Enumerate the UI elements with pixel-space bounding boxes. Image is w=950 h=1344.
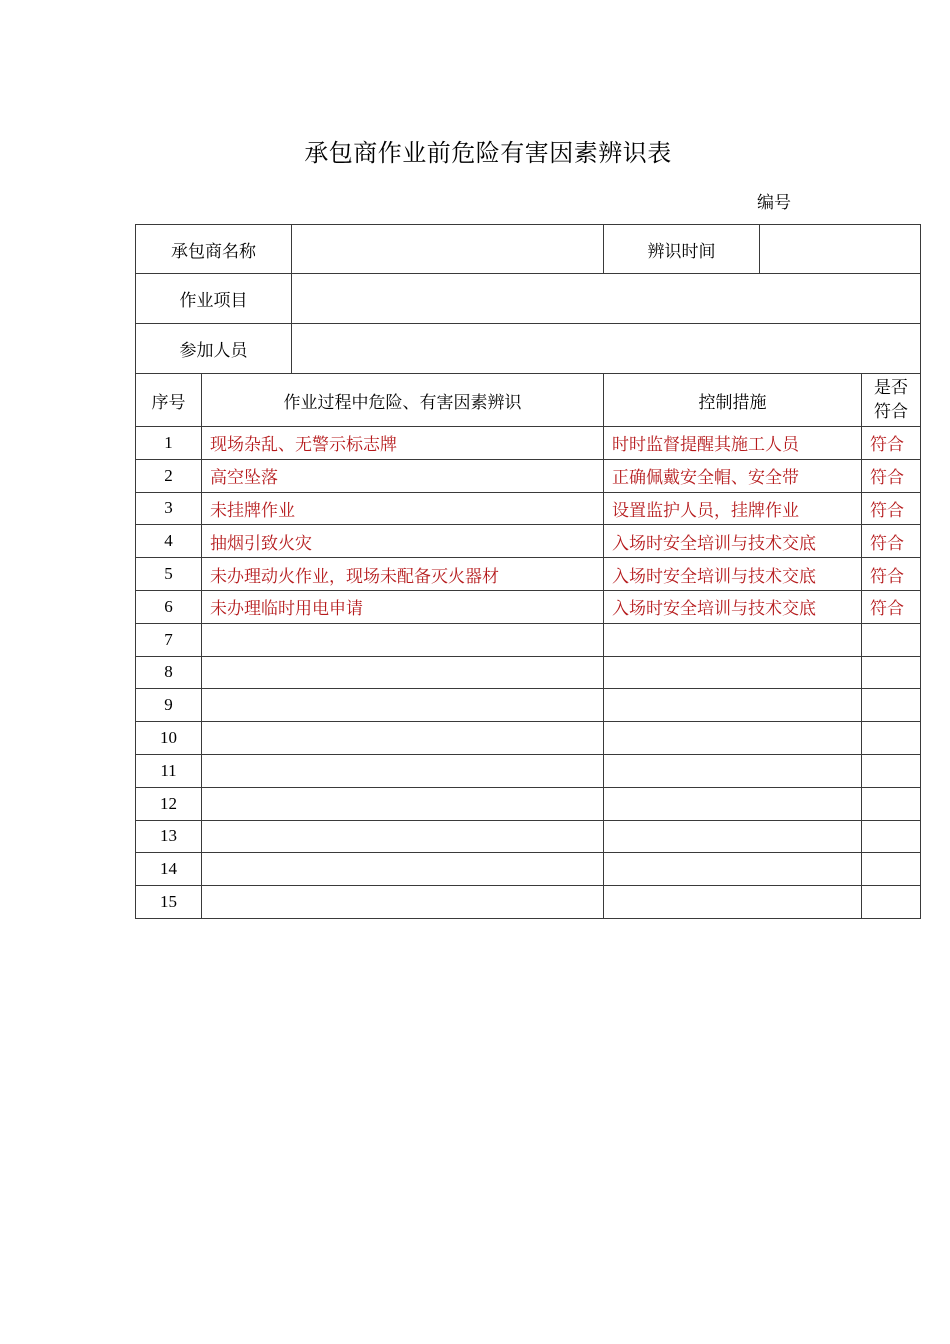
row-seq: 10 bbox=[136, 722, 202, 755]
row-seq: 15 bbox=[136, 886, 202, 919]
row-comply[interactable] bbox=[862, 820, 921, 853]
row-comply[interactable]: 符合 bbox=[862, 558, 921, 591]
identify-time-field[interactable] bbox=[760, 225, 921, 274]
row-comply[interactable] bbox=[862, 689, 921, 722]
table-row bbox=[136, 754, 921, 787]
row-measure[interactable] bbox=[604, 656, 862, 689]
measure-header: 控制措施 bbox=[604, 374, 862, 427]
table-header-row bbox=[136, 374, 921, 427]
contractor-row bbox=[136, 225, 921, 274]
seq-header: 序号 bbox=[136, 374, 202, 427]
row-hazard[interactable] bbox=[202, 722, 604, 755]
hazard-identification-table bbox=[135, 224, 921, 919]
serial-number-label: 编号 bbox=[757, 193, 791, 213]
row-measure[interactable]: 设置监护人员，挂牌作业 bbox=[604, 492, 862, 525]
table-row bbox=[136, 525, 921, 558]
row-comply[interactable] bbox=[862, 623, 921, 656]
table-row bbox=[136, 590, 921, 623]
row-measure[interactable] bbox=[604, 623, 862, 656]
contractor-name-label: 承包商名称 bbox=[136, 225, 292, 274]
table-row bbox=[136, 820, 921, 853]
row-seq: 8 bbox=[136, 656, 202, 689]
identify-time-label: 辨识时间 bbox=[604, 225, 760, 274]
row-seq: 4 bbox=[136, 525, 202, 558]
row-hazard[interactable] bbox=[202, 754, 604, 787]
table-row bbox=[136, 689, 921, 722]
row-seq: 6 bbox=[136, 590, 202, 623]
row-comply[interactable]: 符合 bbox=[862, 525, 921, 558]
participants-label: 参加人员 bbox=[136, 324, 292, 374]
row-seq: 9 bbox=[136, 689, 202, 722]
row-measure[interactable] bbox=[604, 689, 862, 722]
contractor-name-field[interactable] bbox=[292, 225, 604, 274]
row-hazard[interactable] bbox=[202, 787, 604, 820]
table-row bbox=[136, 787, 921, 820]
row-hazard[interactable]: 未办理临时用电申请 bbox=[202, 590, 604, 623]
row-measure[interactable]: 时时监督提醒其施工人员 bbox=[604, 427, 862, 460]
row-seq: 3 bbox=[136, 492, 202, 525]
table-row bbox=[136, 656, 921, 689]
row-measure[interactable]: 正确佩戴安全帽、安全带 bbox=[604, 459, 862, 492]
row-hazard[interactable]: 未挂牌作业 bbox=[202, 492, 604, 525]
row-comply[interactable]: 符合 bbox=[862, 590, 921, 623]
row-hazard[interactable] bbox=[202, 853, 604, 886]
participants-field[interactable] bbox=[292, 324, 921, 374]
comply-header bbox=[862, 374, 921, 427]
row-measure[interactable] bbox=[604, 853, 862, 886]
table-row bbox=[136, 623, 921, 656]
project-row bbox=[136, 274, 921, 324]
row-hazard[interactable] bbox=[202, 820, 604, 853]
row-measure[interactable] bbox=[604, 722, 862, 755]
row-measure[interactable] bbox=[604, 820, 862, 853]
row-comply[interactable] bbox=[862, 754, 921, 787]
row-seq: 13 bbox=[136, 820, 202, 853]
row-seq: 14 bbox=[136, 853, 202, 886]
row-comply[interactable] bbox=[862, 886, 921, 919]
row-comply[interactable] bbox=[862, 787, 921, 820]
row-measure[interactable] bbox=[604, 886, 862, 919]
row-hazard[interactable] bbox=[202, 623, 604, 656]
row-hazard[interactable]: 抽烟引致火灾 bbox=[202, 525, 604, 558]
row-comply[interactable]: 符合 bbox=[862, 427, 921, 460]
row-measure[interactable]: 入场时安全培训与技术交底 bbox=[604, 590, 862, 623]
project-label: 作业项目 bbox=[136, 274, 292, 324]
row-hazard[interactable]: 现场杂乱、无警示标志牌 bbox=[202, 427, 604, 460]
row-comply[interactable]: 符合 bbox=[862, 459, 921, 492]
row-comply[interactable]: 符合 bbox=[862, 492, 921, 525]
row-hazard[interactable] bbox=[202, 886, 604, 919]
row-comply[interactable] bbox=[862, 853, 921, 886]
row-hazard[interactable] bbox=[202, 656, 604, 689]
table-row bbox=[136, 853, 921, 886]
row-measure[interactable]: 入场时安全培训与技术交底 bbox=[604, 558, 862, 591]
row-measure[interactable]: 入场时安全培训与技术交底 bbox=[604, 525, 862, 558]
table-row bbox=[136, 459, 921, 492]
table-row bbox=[136, 492, 921, 525]
row-measure[interactable] bbox=[604, 754, 862, 787]
comply-header-line2: 符合 bbox=[874, 402, 908, 422]
row-hazard[interactable]: 未办理动火作业，现场未配备灭火器材 bbox=[202, 558, 604, 591]
table-row bbox=[136, 558, 921, 591]
row-seq: 7 bbox=[136, 623, 202, 656]
row-comply[interactable] bbox=[862, 722, 921, 755]
hazard-rows bbox=[136, 427, 921, 919]
project-field[interactable] bbox=[292, 274, 921, 324]
page-title: 承包商作业前危险有害因素辨识表 bbox=[304, 139, 672, 167]
row-seq: 2 bbox=[136, 459, 202, 492]
row-comply[interactable] bbox=[862, 656, 921, 689]
table-row bbox=[136, 722, 921, 755]
row-hazard[interactable] bbox=[202, 689, 604, 722]
table-row bbox=[136, 886, 921, 919]
table-row bbox=[136, 427, 921, 460]
row-measure[interactable] bbox=[604, 787, 862, 820]
row-hazard[interactable]: 高空坠落 bbox=[202, 459, 604, 492]
comply-header-line1: 是否 bbox=[874, 378, 908, 398]
participants-row bbox=[136, 324, 921, 374]
row-seq: 12 bbox=[136, 787, 202, 820]
row-seq: 11 bbox=[136, 754, 202, 787]
row-seq: 5 bbox=[136, 558, 202, 591]
hazard-header: 作业过程中危险、有害因素辨识 bbox=[202, 374, 604, 427]
row-seq: 1 bbox=[136, 427, 202, 460]
